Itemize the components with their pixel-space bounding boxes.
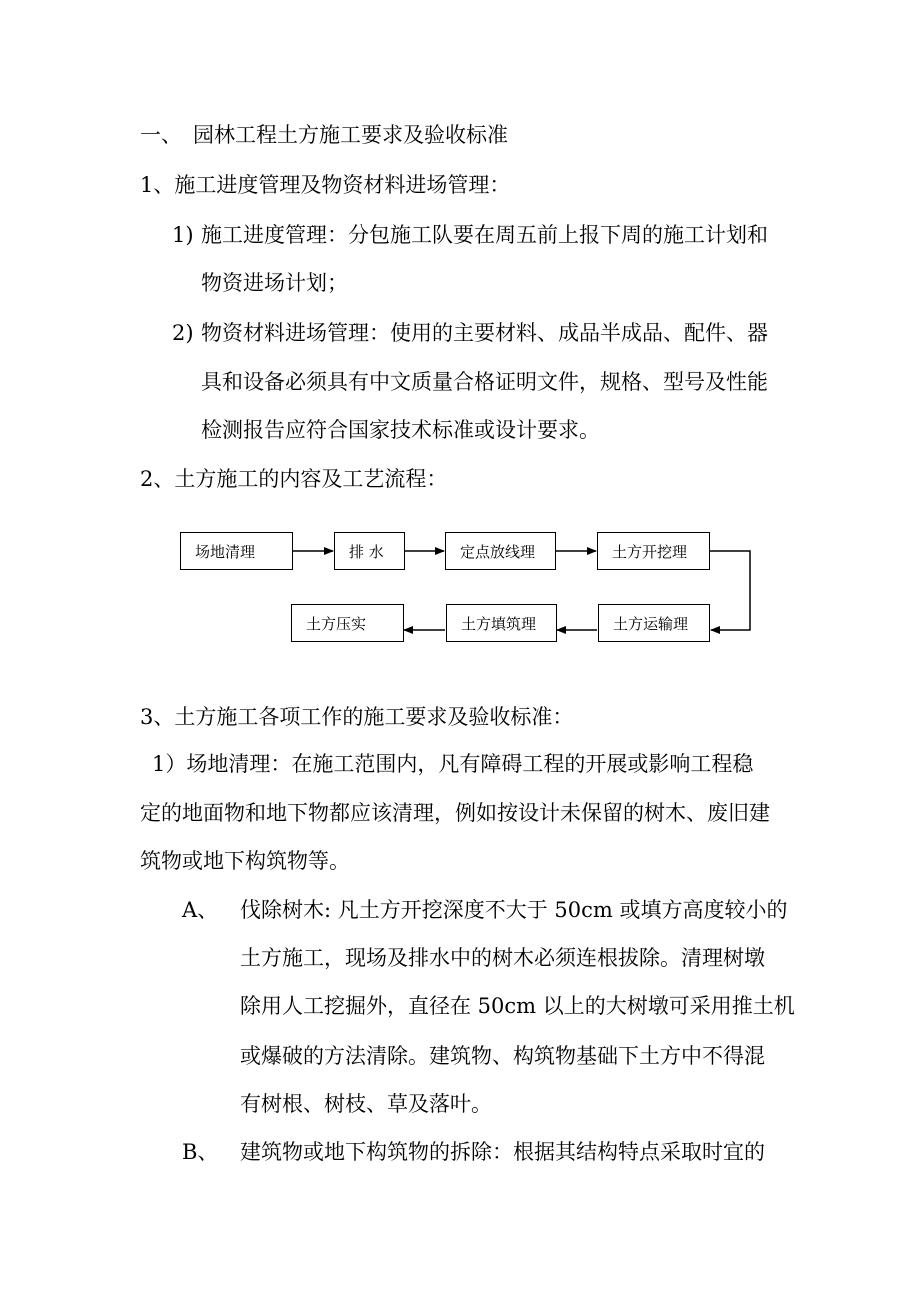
section-title: 园林工程土方施工要求及验收标准 bbox=[193, 123, 508, 147]
item3-p1-line2: 定的地面物和地下物都应该清理，例如按设计未保留的树木、废旧建 bbox=[140, 801, 770, 825]
item3-b-line1: 建筑物或地下构筑物的拆除：根据其结构特点采取时宜的 bbox=[240, 1140, 765, 1164]
flow-arrow-4 bbox=[710, 551, 750, 630]
flow-step-staking: 定点放线理 bbox=[445, 532, 556, 570]
item1-sub2-line3: 检测报告应符合国家技术标准或设计要求。 bbox=[201, 418, 600, 442]
item3-a-line2: 土方施工，现场及排水中的树木必须连根拔除。清理树墩 bbox=[240, 946, 765, 970]
item3-p1-line1: 1）场地清理：在施工范围内，凡有障碍工程的开展或影响工程稳 bbox=[152, 752, 754, 776]
item1-sub2-line1: 物资材料进场管理：使用的主要材料、成品半成品、配件、器 bbox=[201, 321, 768, 345]
item3-a-line1: 伐除树木: 凡土方开挖深度不大于 50cm 或填方高度较小的 bbox=[240, 898, 788, 922]
item1-sub1-line1: 施工进度管理：分包施工队要在周五前上报下周的施工计划和 bbox=[201, 223, 768, 247]
flow-step-compaction: 土方压实 bbox=[291, 604, 404, 642]
flow-step-excavation: 土方开挖理 bbox=[597, 532, 710, 570]
item3-heading: 3、土方施工各项工作的施工要求及验收标准： bbox=[140, 705, 574, 729]
item1-sub2-line2: 具和设备必须具有中文质量合格证明文件，规格、型号及性能 bbox=[201, 370, 768, 394]
item3-b-label: B、 bbox=[182, 1140, 219, 1164]
flow-step-filling: 土方填筑理 bbox=[446, 604, 557, 642]
section-number: 一、 bbox=[140, 123, 182, 147]
flow-step-transport: 土方运输理 bbox=[598, 604, 710, 642]
item3-a-line3: 除用人工挖掘外，直径在 50cm 以上的大树墩可采用推土机 bbox=[240, 994, 795, 1018]
flow-step-site-clearing: 场地清理 bbox=[180, 532, 293, 570]
item1-sub1-line2: 物资进场计划； bbox=[201, 271, 348, 295]
item1-sub2-number: 2) bbox=[172, 321, 194, 345]
item2-heading: 2、土方施工的内容及工艺流程： bbox=[140, 467, 448, 491]
item3-a-line4: 或爆破的方法清除。建筑物、构筑物基础下土方中不得混 bbox=[240, 1044, 765, 1068]
flow-step-drainage: 排 水 bbox=[334, 532, 405, 570]
item1-sub1-number: 1) bbox=[172, 223, 194, 247]
item3-a-label: A、 bbox=[182, 898, 219, 922]
item3-p1-line3: 筑物或地下构筑物等。 bbox=[140, 849, 350, 873]
item3-a-line5: 有树根、树枝、草及落叶。 bbox=[240, 1092, 492, 1116]
item1-heading: 1、施工进度管理及物资材料进场管理： bbox=[140, 173, 511, 197]
